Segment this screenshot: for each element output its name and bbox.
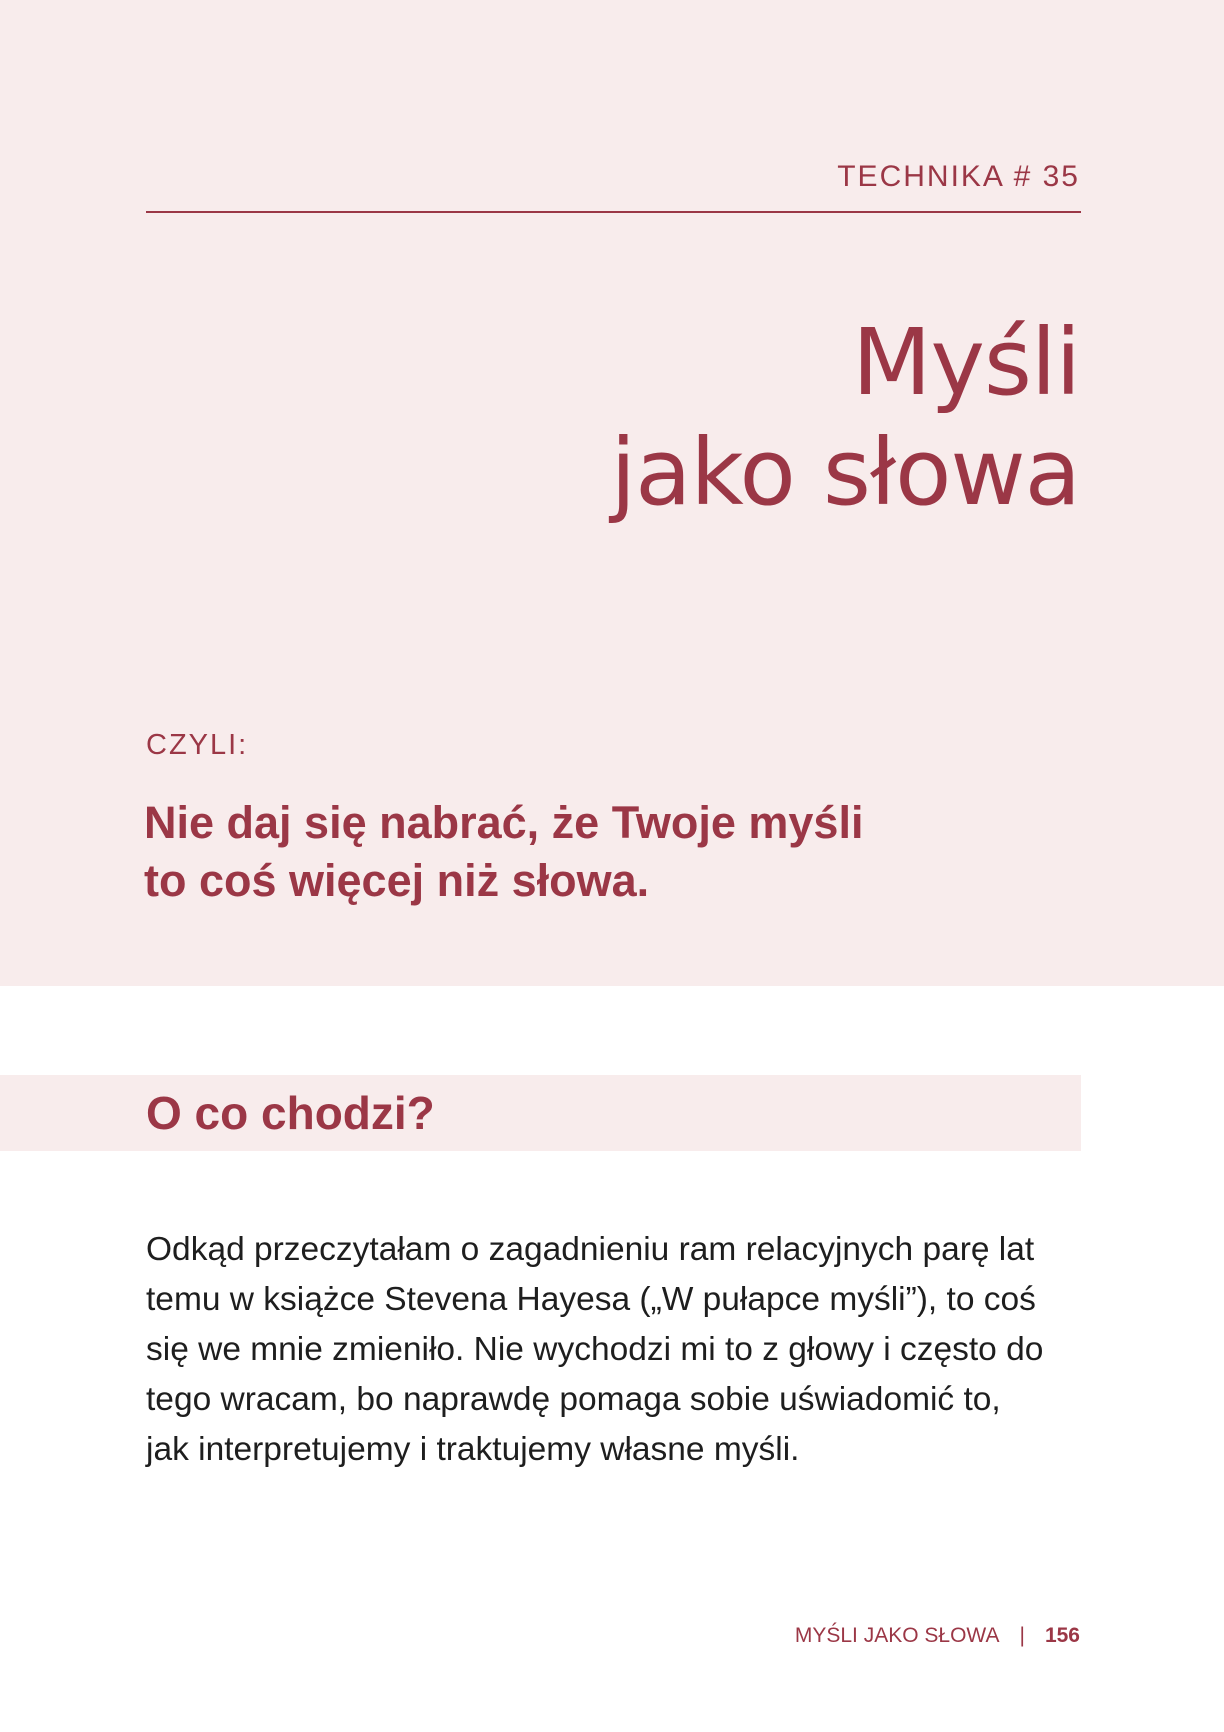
page-footer [795, 1624, 1080, 1648]
header-divider [146, 211, 1081, 213]
running-title: MYŚLI JAKO SŁOWA [794, 1624, 1000, 1647]
body-line: temu w książce Stevena Hayesa („W pułapce myśli”), to coś [146, 1281, 1036, 1318]
body-line: Odkąd przeczytałam o zagadnieniu ram relacyjnych parę lat [146, 1231, 1035, 1268]
body-line: się we mnie zmieniło. Nie wychodzi mi to z głowy i często do [146, 1331, 1044, 1368]
czyli-label: CZYLI: [146, 729, 249, 761]
footer-separator: | [1019, 1624, 1025, 1647]
section-title: O co chodzi? [146, 1087, 435, 1139]
czyli-summary [144, 794, 1044, 910]
title-line-2: jako słowa [610, 419, 1080, 526]
title-line-1: Myśli [852, 309, 1080, 416]
body-line: tego wracam, bo naprawdę pomaga sobie uświadomić to, [146, 1381, 1001, 1418]
body-line: jak interpretujemy i traktujemy własne myśli. [146, 1431, 800, 1468]
czyli-line-1: Nie daj się nabrać, że Twoje myśli [144, 797, 864, 848]
czyli-line-2: to coś więcej niż słowa. [144, 855, 650, 906]
page-number: 156 [1044, 1624, 1080, 1647]
page-title [611, 308, 1080, 528]
body-paragraph [146, 1225, 1091, 1475]
technique-number: TECHNIKA # 35 [837, 160, 1080, 193]
